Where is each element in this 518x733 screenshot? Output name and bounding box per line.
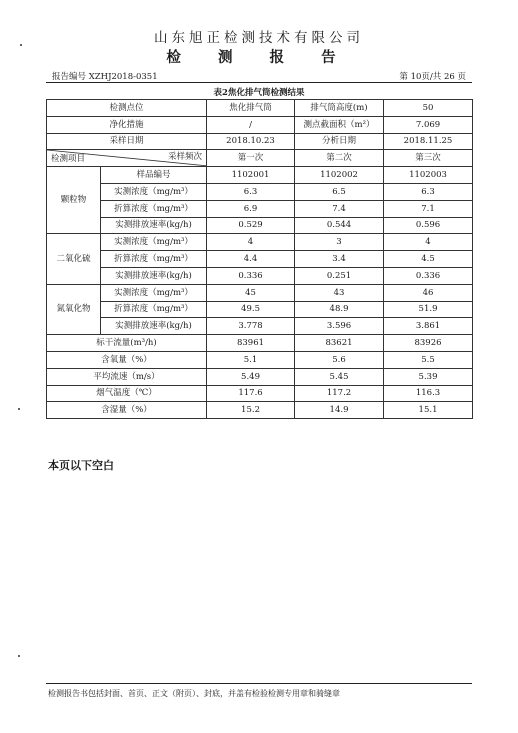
run-header: 第一次 — [207, 150, 295, 167]
table-row — [47, 217, 473, 234]
row-label: 烟气温度（℃） — [47, 385, 207, 402]
results-table — [46, 99, 473, 419]
table-row — [47, 234, 473, 251]
cell: 7.1 — [384, 200, 473, 217]
run-header: 第三次 — [384, 150, 473, 167]
cell: 83926 — [384, 335, 473, 352]
diagonal-header-cell — [47, 150, 207, 167]
table-caption: 表2焦化排气筒检测结果 — [213, 88, 305, 98]
cell: 14.9 — [295, 402, 384, 419]
info-label: 排气筒高度(m) — [295, 100, 384, 117]
info-label: 净化措施 — [47, 116, 207, 133]
row-label: 折算浓度（mg/m³） — [101, 251, 207, 268]
cell: 51.9 — [384, 301, 473, 318]
cell: 1102003 — [384, 167, 473, 184]
table-row — [47, 200, 473, 217]
table-row — [47, 251, 473, 268]
info-value: 2018.11.25 — [384, 133, 473, 150]
row-label: 实测排放速率(kg/h) — [101, 217, 207, 234]
page-number: 第 10页/共 26 页 — [399, 72, 466, 82]
summary-row — [47, 368, 473, 385]
info-label: 测点截面积（m²） — [295, 116, 384, 133]
frequency-label: 采样频次 — [168, 152, 203, 163]
report-title: 检 测 报 告 — [166, 49, 352, 66]
group-name: 颗粒物 — [47, 167, 101, 234]
cell: 0.251 — [295, 267, 384, 284]
cell: 3.861 — [384, 318, 473, 335]
row-label: 含氧量（%） — [47, 351, 207, 368]
cell: 43 — [295, 284, 384, 301]
cell: 4.4 — [207, 251, 295, 268]
cell: 3.596 — [295, 318, 384, 335]
run-header: 第二次 — [295, 150, 384, 167]
cell: 7.4 — [295, 200, 384, 217]
table-row — [47, 183, 473, 200]
row-label: 实测浓度（mg/m³） — [101, 183, 207, 200]
cell: 83961 — [207, 335, 295, 352]
table-row — [47, 167, 473, 184]
cell: 117.2 — [295, 385, 384, 402]
company-name: 山东旭正检测技术有限公司 — [154, 30, 364, 46]
cell: 6.5 — [295, 183, 384, 200]
cell: 5.49 — [207, 368, 295, 385]
cell: 5.1 — [207, 351, 295, 368]
cell: 3.4 — [295, 251, 384, 268]
cell: 1102001 — [207, 167, 295, 184]
summary-row — [47, 385, 473, 402]
report-number: 报告编号 XZHJ2018-0351 — [52, 72, 158, 82]
scan-speck — [18, 655, 20, 657]
info-value: / — [207, 116, 295, 133]
table-row — [47, 284, 473, 301]
group-name: 二氧化硫 — [47, 234, 101, 284]
info-value: 2018.10.23 — [207, 133, 295, 150]
info-label: 分析日期 — [295, 133, 384, 150]
cell: 15.1 — [384, 402, 473, 419]
cell: 6.9 — [207, 200, 295, 217]
info-label: 采样日期 — [47, 133, 207, 150]
summary-row — [47, 351, 473, 368]
group-name: 氮氧化物 — [47, 284, 101, 334]
cell: 0.336 — [384, 267, 473, 284]
footer-note: 检测报告书包括封面、首页、正文（附页）、封底，并盖有检验检测专用章和骑缝章 — [48, 689, 340, 698]
row-label: 含湿量（%） — [47, 402, 207, 419]
row-label: 折算浓度（mg/m³） — [101, 200, 207, 217]
cell: 5.6 — [295, 351, 384, 368]
table-row — [47, 301, 473, 318]
header-row — [47, 150, 473, 167]
summary-row — [47, 335, 473, 352]
item-label: 检测项目 — [51, 154, 86, 165]
cell: 3.778 — [207, 318, 295, 335]
cell: 0.596 — [384, 217, 473, 234]
info-value: 7.069 — [384, 116, 473, 133]
row-label: 折算浓度（mg/m³） — [101, 301, 207, 318]
cell: 5.39 — [384, 368, 473, 385]
cell: 0.336 — [207, 267, 295, 284]
row-label: 实测排放速率(kg/h) — [101, 318, 207, 335]
cell: 0.529 — [207, 217, 295, 234]
table-row — [47, 267, 473, 284]
info-row — [47, 116, 473, 133]
row-label: 实测排放速率(kg/h) — [101, 267, 207, 284]
cell: 117.6 — [207, 385, 295, 402]
header-divider — [46, 82, 472, 83]
cell: 45 — [207, 284, 295, 301]
cell: 49.5 — [207, 301, 295, 318]
row-label: 标干流量(m³/h) — [47, 335, 207, 352]
footer-divider — [46, 683, 472, 684]
table-row — [47, 318, 473, 335]
cell: 0.544 — [295, 217, 384, 234]
cell: 3 — [295, 234, 384, 251]
cell: 5.5 — [384, 351, 473, 368]
cell: 5.45 — [295, 368, 384, 385]
scan-speck — [20, 44, 22, 46]
info-value: 50 — [384, 100, 473, 117]
info-label: 检测点位 — [47, 100, 207, 117]
cell: 1102002 — [295, 167, 384, 184]
row-label: 实测浓度（mg/m³） — [101, 284, 207, 301]
row-label: 实测浓度（mg/m³） — [101, 234, 207, 251]
cell: 4.5 — [384, 251, 473, 268]
info-row — [47, 133, 473, 150]
cell: 48.9 — [295, 301, 384, 318]
cell: 46 — [384, 284, 473, 301]
cell: 4 — [384, 234, 473, 251]
cell: 6.3 — [207, 183, 295, 200]
summary-row — [47, 402, 473, 419]
cell: 15.2 — [207, 402, 295, 419]
cell: 4 — [207, 234, 295, 251]
blank-below-note: 本页以下空白 — [48, 459, 114, 472]
row-label: 平均流速（m/s） — [47, 368, 207, 385]
row-label: 样品编号 — [101, 167, 207, 184]
scan-speck — [18, 408, 20, 410]
cell: 6.3 — [384, 183, 473, 200]
info-value: 焦化排气筒 — [207, 100, 295, 117]
cell: 83621 — [295, 335, 384, 352]
cell: 116.3 — [384, 385, 473, 402]
info-row — [47, 100, 473, 117]
